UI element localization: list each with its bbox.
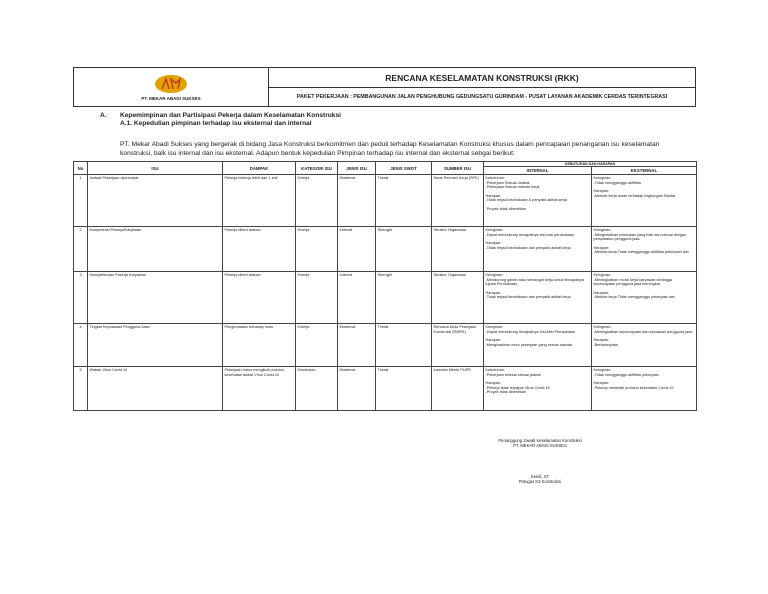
cell-line: Harapan: xyxy=(593,381,610,386)
cell-line: Keinginan: xyxy=(593,176,612,180)
cell-line: -Tidak mengganggu aktifitas pekerjaan. xyxy=(593,372,660,377)
cell-line: Harapan: xyxy=(593,338,610,343)
cell-line: -Menghasilkan mutu pekerjaan yang sesuai standar xyxy=(485,342,573,347)
cell-sumber: Instruksi Mentri PUPR xyxy=(432,367,484,411)
cell-line: -Menghasilkan pekerjaan yang baik dan sesuai dengan persyaratan pengguna jasa xyxy=(593,232,687,242)
cell-line: -Pekerjaan Sesuai Jadwal xyxy=(485,180,530,185)
cell-kategori: Kinerja xyxy=(296,324,338,367)
subsection-title: A.1. Kepedulian pimpinan terhadap isu eksternal dan internal xyxy=(120,120,312,127)
cell-line: -Pekerja tidak terpapar Virus Covid-19 xyxy=(485,385,550,390)
signature-company: PT. MEKAR ABADI SUKSES xyxy=(513,443,567,448)
cell-line: Kebutuhan: xyxy=(485,368,505,372)
cell-line: -Pekerjaan selesai sesuai jadwal xyxy=(485,372,541,377)
cell-eksternal xyxy=(592,175,697,227)
cell-jenis: Eksternal xyxy=(338,175,376,227)
cell-line: Keinginan: xyxy=(485,325,504,329)
cell-jenis: Internal xyxy=(338,227,376,272)
cell-swot: Threat xyxy=(376,367,432,411)
cell-line: -Tidak terjadi kecelakaan dan penyakit akibat kerja xyxy=(485,245,571,250)
cell-dampak: Pengendalian terhadap mutu xyxy=(223,324,296,367)
cell-jenis: Eksternal xyxy=(338,367,376,411)
section-letter: A. xyxy=(100,112,107,119)
column-header-sumber: SUMBER ISU xyxy=(432,162,484,175)
column-header-jenis: JENIS ISU xyxy=(338,162,376,175)
cell-line: -Meningkatkan kepercayaan dan kepuasan pengguna jasa xyxy=(593,329,693,334)
cell-no: 1 xyxy=(74,175,88,227)
section-title: Kepemimpinan dan Partisipasi Pekerja dalam Keselamatan Konstruksi xyxy=(120,112,341,119)
cell-dampak: Pekerja diberi arahan xyxy=(223,272,296,324)
column-header-isu: ISU xyxy=(88,162,223,175)
document-title: RENCANA KESELAMATAN KONSTRUKSI (RKK) xyxy=(269,68,695,88)
intro-paragraph: PT. Mekar Abadi Sukses yang bergerak di bidang Jasa Konstruksi berkomitmen dan peduli terhadap Keselamatan Konstruksi khusus dalam pencapaian penanganan isu keselamatan konstruksi, balk isu internal dan isu eksternal. Adapun bentuk kepedulian Pimpinan terhadap isu internal dan eksternal sebgai berikut: xyxy=(120,141,660,157)
cell-line: -Dapat mendukung tercapainya visi-misi perusahaan xyxy=(485,232,575,237)
cell-swot: Threat xyxy=(376,175,432,227)
cell-kategori: Kinerja xyxy=(296,272,338,324)
cell-line: -Tidak terjadi kecelakaan dan penyakit akibat kerja xyxy=(485,295,571,300)
cell-no: 3 xyxy=(74,272,88,324)
cell-line: -Proyek tidak dihentikan xyxy=(485,390,527,395)
cell-line: Harapan: xyxy=(593,245,610,250)
cell-line: -Mendorong gairah atau semangat kerja untuk tercapainya tujuan Perusahaan xyxy=(485,277,585,287)
table-row xyxy=(74,227,697,272)
table-row xyxy=(74,272,697,324)
logo-block xyxy=(74,68,269,106)
cell-line: Keinginan: xyxy=(593,368,612,372)
cell-line: Harapan: xyxy=(485,241,502,246)
company-name: PT. MEKAR ABADI SUKSES xyxy=(141,95,201,101)
cell-line: -Metode kerja aman terhadap lingkungan Sekitar xyxy=(593,193,676,198)
cell-internal xyxy=(484,227,592,272)
cell-line: -Dapat mendukung tercapainya Visi-Misi Perusahaan xyxy=(485,329,576,334)
signature-name: Kesdi, ST xyxy=(530,474,550,479)
cell-swot: Strength xyxy=(376,272,432,324)
cell-line: -Pekerjaan Sesuai metode kerja xyxy=(485,185,540,190)
column-header-eksternal: EKSTERNAL xyxy=(592,167,697,175)
cell-isu: Wabah Virus Covid-19 xyxy=(88,367,223,411)
cell-line: -Tidak terjadi kecelakaan & penyakit akibat kerja xyxy=(485,198,567,203)
column-header-internal: INTERNAL xyxy=(484,167,592,175)
cell-jenis: Eksternal xyxy=(338,324,376,367)
cell-line: Keinginan: xyxy=(593,273,612,277)
cell-isu: Kompetensi Pekerja/Karyawan xyxy=(88,227,223,272)
cell-sumber: Rencana Mutu Pekerjaan Konstruksi (RMPK) xyxy=(432,324,484,367)
cell-kategori: Kesehatan xyxy=(296,367,338,411)
cell-jenis: Internal xyxy=(338,272,376,324)
cell-dampak: Pekerja diberi arahan xyxy=(223,227,296,272)
cell-eksternal xyxy=(592,367,697,411)
cell-internal xyxy=(484,367,592,411)
column-header-swot: JENIS SWOT xyxy=(376,162,432,175)
column-group-header: KEBUTUHAN DAN HARAPAN xyxy=(484,162,697,167)
table-row xyxy=(74,367,697,411)
cell-no: 4 xyxy=(74,324,88,367)
cell-dampak: Pekerjaan harus mengikuti protokol kesehatan akibat Virus Covid-19 xyxy=(223,367,296,411)
cell-isu: Kesejahteraan Pekerja Karyawan xyxy=(88,272,223,324)
company-logo-icon xyxy=(154,74,188,94)
cell-internal xyxy=(484,272,592,324)
cell-line: -Meningkatkan moral kerja karyawan sehingga kepercayaan pengguna jasa meningkat xyxy=(593,277,673,287)
cell-swot: Strength xyxy=(376,227,432,272)
cell-line: Keinginan: xyxy=(485,228,504,232)
column-header-no: No xyxy=(74,162,88,175)
cell-sumber: Struktur Organisasi xyxy=(432,227,484,272)
signature-position: Petugas K3 Konstruksi xyxy=(518,479,562,484)
cell-line: Keinginan: xyxy=(593,228,612,232)
cell-isu: Jadwal Pekerjaan dipercepat xyxy=(88,175,223,227)
cell-line: Keinginan: xyxy=(485,273,504,277)
cell-dampak: Pekerja bekerja lebih dari 1 shif xyxy=(223,175,296,227)
cell-line: -Proyek tidak dihentikan xyxy=(485,206,527,211)
column-header-dampak: DAMPAK xyxy=(223,162,296,175)
cell-line: -Pekerja membatil protokol kesehatan Covid-19 xyxy=(593,385,674,390)
cell-sumber: Struktur Organisasi xyxy=(432,272,484,324)
table-row xyxy=(74,175,697,227)
cell-kategori: Kinerja xyxy=(296,175,338,227)
cell-internal xyxy=(484,175,592,227)
issues-table xyxy=(73,161,697,411)
project-subtitle: PAKET PEKERJAAN : PEMBANGUNAN JALAN PENGHUBUNG GEDUNGSATU GURINDAM - PUSAT LAYANAN AKADEMIK CERDAS TERINTEGRASI xyxy=(296,94,668,100)
cell-swot: Threat xyxy=(376,324,432,367)
cell-line: Harapan: xyxy=(593,290,610,295)
signature-role: Penanggung Jawab Keselamatan Konstruksi xyxy=(498,438,582,443)
cell-sumber: Surat Perintah Kerja (SPK) xyxy=(432,175,484,227)
cell-line: Harapan: xyxy=(485,338,502,343)
cell-line: Harapan: xyxy=(593,189,610,194)
cell-line: -Berkelanjutan xyxy=(593,342,618,347)
cell-kategori: Kinerja xyxy=(296,227,338,272)
cell-no: 5 xyxy=(74,367,88,411)
cell-line: -Metode kerja Tidak mengganggu aktifitas pekerjaan lain xyxy=(593,250,689,255)
document-header xyxy=(73,67,696,107)
table-row xyxy=(74,324,697,367)
cell-line: Kebutuhan: xyxy=(485,176,505,180)
cell-line: -Tidak mengganggu aktifitas xyxy=(593,180,642,185)
cell-line: Harapan: xyxy=(485,290,502,295)
cell-line: Harapan: xyxy=(485,193,502,198)
column-header-kategori: KATEGORI ISU xyxy=(296,162,338,175)
cell-eksternal xyxy=(592,227,697,272)
cell-internal xyxy=(484,324,592,367)
cell-line: -Metode kerja Tidak mengganggu pekerjaan lain xyxy=(593,295,675,300)
cell-line: Keinginan: xyxy=(593,325,612,329)
cell-no: 2 xyxy=(74,227,88,272)
cell-eksternal xyxy=(592,272,697,324)
cell-line: Harapan: xyxy=(485,381,502,386)
cell-eksternal xyxy=(592,324,697,367)
cell-isu: Tingkat Kepuasaan Pengguna Jasa xyxy=(88,324,223,367)
